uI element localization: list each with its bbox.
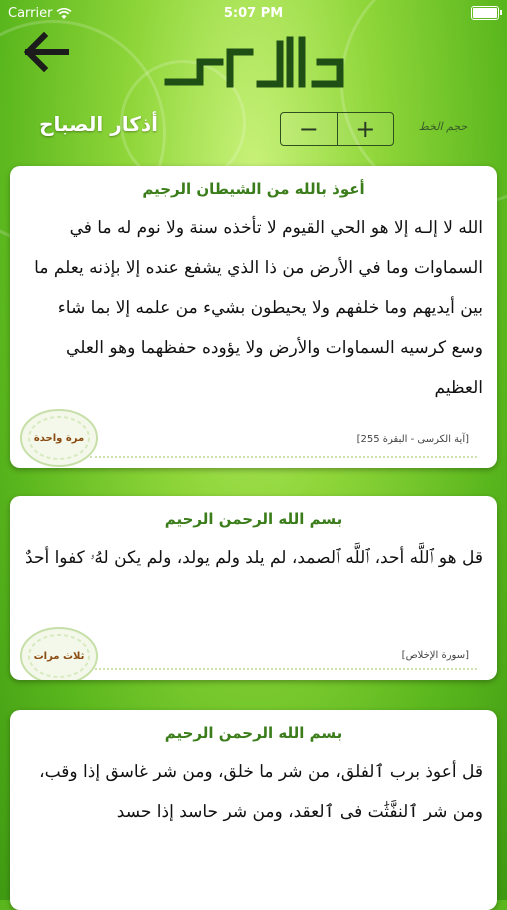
- card-text: قل هو ٱللَّه أحد، ٱللَّه ٱلصمد، لم يلد ولم يولد، ولم يكن لهُۥ كفوا أحدٌ: [25, 548, 483, 568]
- card-text: قل أعوذ برب ٱلفلق، من شر ما خلق، ومن شر غاسق إذا وقب، ومن شر ٱلنفَّثَٰت فى ٱلعقد، ومن شر حاسد إذا حسد: [39, 762, 483, 822]
- carrier-label: Carrier: [8, 6, 53, 21]
- increase-font-button[interactable]: +: [337, 113, 394, 145]
- decorative-border: [90, 668, 477, 676]
- back-arrow-icon: [22, 30, 72, 74]
- card-reference: [آية الكرسى - البقرة 255]: [356, 434, 469, 445]
- section-title: أذكار الصباح: [39, 112, 158, 136]
- dhikr-card[interactable]: [10, 166, 497, 468]
- card-title: بسم الله الرحمن الرحيم: [164, 724, 343, 742]
- dhikr-card[interactable]: [10, 496, 497, 680]
- repeat-count-badge[interactable]: مرة واحدة: [16, 406, 102, 468]
- font-size-stepper[interactable]: [280, 112, 394, 146]
- dhikr-card[interactable]: [10, 710, 497, 910]
- app-logo: [160, 22, 350, 102]
- card-reference: [سورة الإخلاص]: [401, 650, 469, 661]
- card-title: أعوذ بالله من الشيطان الرجيم: [142, 180, 365, 198]
- battery-icon: [471, 6, 499, 20]
- repeat-count-badge[interactable]: ثلاث مرات: [16, 624, 102, 680]
- decrease-font-button[interactable]: −: [298, 115, 319, 143]
- decorative-border: [90, 456, 477, 464]
- status-time: 5:07 PM: [223, 6, 284, 21]
- card-title: بسم الله الرحمن الرحيم: [164, 510, 343, 528]
- card-text: الله لا إلـه إلا هو الحي القيوم لا تأخذه سنة ولا نوم له ما في السماوات وما في الأرض من ذا الذي يشفع عنده إلا بإذنه يعلم ما بين أيديهم وما خلفهم ولا يحيطون بشيء من علمه إلا بما شاء وسع كرسيه السماوات والأرض ولا يؤوده حفظهما وهو العلي العظيم: [34, 218, 483, 398]
- font-size-label: حجم الخط: [418, 120, 468, 133]
- back-button[interactable]: [22, 30, 72, 74]
